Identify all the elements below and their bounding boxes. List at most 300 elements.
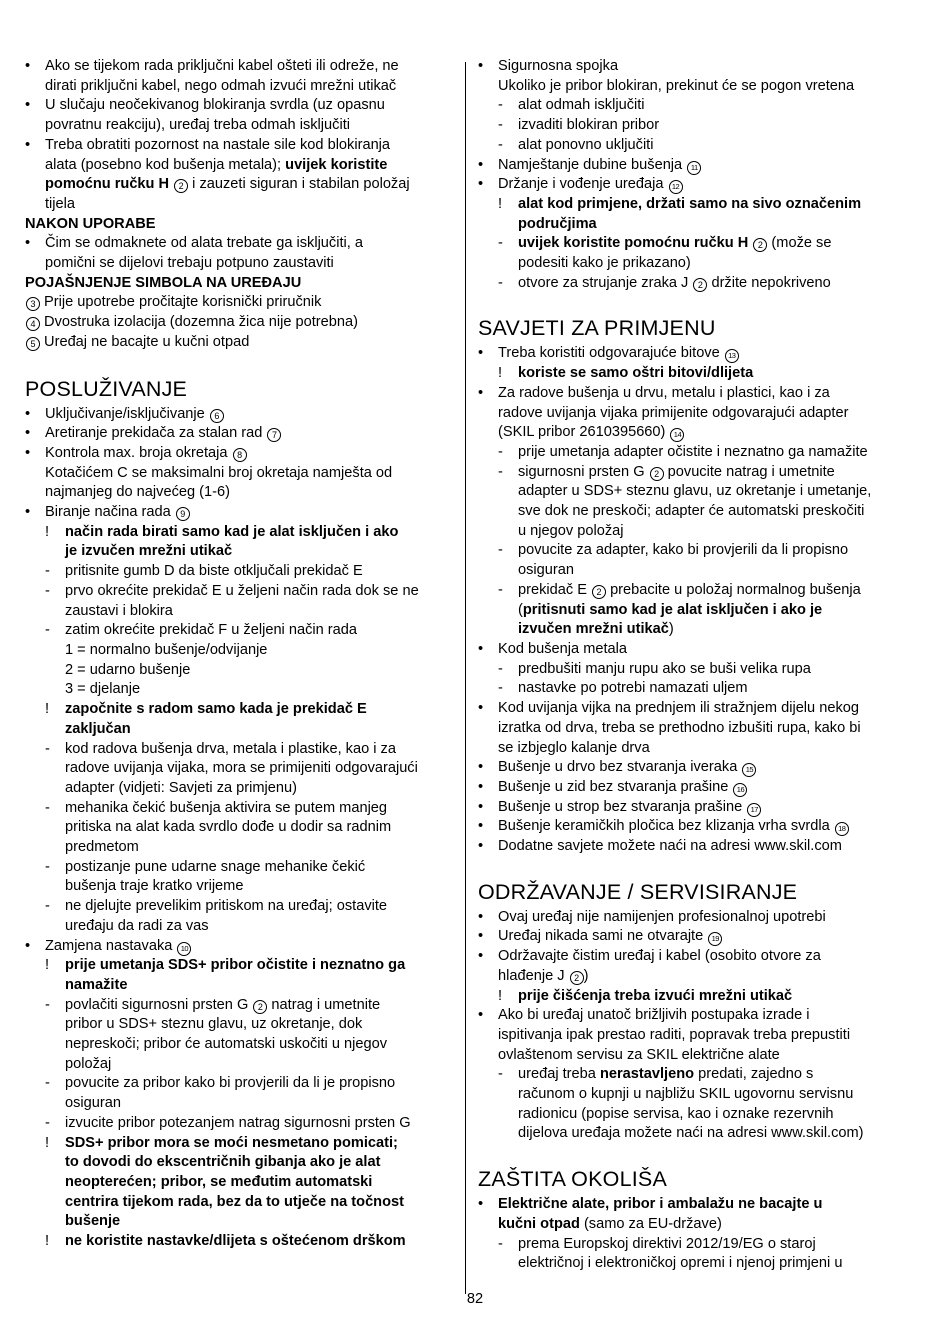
line-text-bold: alat kod primjene, držati samo na sivo označenim (518, 195, 862, 212)
text-line (25, 661, 457, 681)
text-line (25, 799, 457, 819)
line-text-tail: (može se (767, 235, 832, 252)
line-text-bold: je izvučen mrežni utikač (65, 543, 233, 560)
line-text: mehanika čekić bušenja aktivira se putem manjeg (65, 799, 388, 816)
line-text-bold: prije čišćenja treba izvući mrežni utikač (518, 987, 793, 1004)
bullet-marker: • (478, 948, 484, 965)
text-line (478, 463, 908, 483)
text-line (478, 156, 908, 176)
line-text: radionicu (popise servisa, kao i oznake rezervnih (518, 1105, 834, 1122)
figure-ref-number: 12 (669, 180, 683, 194)
figure-ref-number: 15 (742, 763, 756, 777)
text-line (478, 364, 908, 384)
text-line (25, 877, 457, 897)
line-text: Bušenje u zid bez stvaranja prašine (498, 778, 733, 795)
line-text: Za radove bušenja u drvu, metalu i plastici, kao i za (498, 384, 830, 401)
text-line (478, 1065, 908, 1085)
text-line (478, 96, 908, 116)
text-line (25, 195, 457, 215)
bullet-marker: • (478, 700, 484, 717)
bullet-marker: • (25, 504, 31, 521)
line-text: Ovaj uređaj nije namijenjen profesionalnoj upotrebi (498, 908, 826, 925)
warning-marker: ! (498, 195, 503, 212)
dash-marker: - (45, 563, 50, 580)
text-line (478, 581, 908, 601)
text-line (25, 602, 457, 622)
text-line (478, 798, 908, 818)
line-text: računom o kupnji u najbližu SKIL ugovornu servisnu (518, 1086, 854, 1103)
warning-marker: ! (45, 957, 50, 974)
text-line (25, 976, 457, 996)
line-text: podesiti kako je prikazano) (518, 255, 691, 272)
line-text: 2 = udarno bušenje (65, 661, 191, 678)
line-text-bold: pomoćnu ručku H (45, 176, 170, 193)
figure-ref-number: 2 (753, 238, 767, 252)
text-line (478, 522, 908, 542)
text-line (478, 215, 908, 235)
subheading (25, 274, 457, 294)
text-line (478, 1026, 908, 1046)
figure-ref-number: 9 (176, 507, 190, 521)
text-line (25, 156, 457, 176)
text-line (25, 740, 457, 760)
line-text: tijela (45, 195, 76, 212)
line-text: prema Europskoj direktivi 2012/19/EG o staroj (518, 1235, 816, 1252)
line-text: sve dok ne preskoči; adapter će automatski preskočiti (518, 503, 865, 520)
line-text: NAKON UPORABE (25, 215, 156, 232)
line-text: Sigurnosna spojka (498, 58, 619, 74)
line-text-tail: i zauzeti siguran i stabilan položaj (188, 176, 410, 193)
line-text: alat odmah isključiti (518, 97, 645, 114)
line-text: pomični se dijelovi trebaju potpuno zaustaviti (45, 255, 334, 272)
text-line (25, 996, 457, 1016)
dash-marker: - (45, 898, 50, 915)
text-line (478, 116, 908, 136)
line-text: Aretiranje prekidača za stalan rad (45, 425, 267, 442)
line-text-tail: držite nepokriveno (707, 274, 831, 291)
line-text: Kod uvijanja vijka na prednjem ili stražnjem dijelu nekog (498, 700, 859, 717)
text-line (478, 1235, 908, 1255)
bullet-marker: • (25, 235, 31, 252)
text-line (478, 482, 908, 502)
text-line (25, 641, 457, 661)
line-text: Namještanje dubine bušenja (498, 156, 687, 173)
text-line (25, 313, 457, 333)
text-line (25, 562, 457, 582)
text-line (478, 908, 908, 928)
text-line (25, 1193, 457, 1213)
text-line (25, 57, 457, 77)
text-line (25, 175, 457, 195)
line-text-bold: Električne alate, pribor i ambalažu ne bacajte u (498, 1196, 823, 1213)
line-text: ( (518, 601, 523, 618)
line-text-bold: SDS+ pribor mora se moći nesmetano pomicati; (65, 1134, 398, 1151)
line-text: Bušenje u strop bez stvaranja prašine (498, 798, 747, 815)
line-text: prekidač E (518, 581, 592, 598)
line-text: POJAŠNJENJE SIMBOLA NA UREĐAJU (25, 274, 302, 291)
page-number: 82 (466, 1291, 484, 1307)
text-line (25, 424, 457, 444)
text-line (478, 987, 908, 1007)
text-line (25, 444, 457, 464)
bullet-marker: • (25, 136, 31, 153)
line-text: U slučaju neočekivanog blokiranja svrdla (uz opasnu (45, 97, 385, 114)
text-line (25, 483, 457, 503)
line-text: Uređaj ne bacajte u kučni otpad (40, 333, 250, 350)
line-text: postizanje pune udarne snage mehanike čekić (65, 858, 366, 875)
line-text-tail: predati, zajedno s (694, 1066, 814, 1083)
figure-ref-number: 10 (177, 942, 191, 956)
dash-marker: - (498, 443, 503, 460)
warning-marker: ! (45, 701, 50, 718)
dash-marker: - (498, 235, 503, 252)
text-line (25, 818, 457, 838)
text-line (478, 274, 908, 294)
text-line (25, 1232, 457, 1252)
line-text-bold: prije umetanja SDS+ pribor očistite i neznatno ga (65, 957, 406, 974)
dash-marker: - (45, 858, 50, 875)
text-line (25, 897, 457, 917)
text-line (478, 817, 908, 837)
line-text: izratka od drva, treba se prethodno izbušiti rupa, kako bi (498, 719, 861, 736)
text-line (478, 404, 908, 424)
line-text-bold: kučni otpad (498, 1215, 580, 1232)
line-text: alat ponovno uključiti (518, 136, 654, 153)
column-divider (465, 62, 466, 1294)
text-line (25, 1074, 457, 1094)
text-line (478, 947, 908, 967)
line-text: Kontrola max. broja okretaja (45, 444, 232, 461)
text-line (478, 837, 908, 857)
line-text: Bušenje keramičkih pločica bez klizanja vrha svrdla (498, 818, 834, 835)
line-text-tail: (samo za EU-države) (579, 1215, 722, 1232)
bullet-marker: • (478, 838, 484, 855)
figure-ref-number: 13 (725, 349, 739, 363)
section-heading: ODRŽAVANJE / SERVISIRANJE (478, 879, 798, 904)
bullet-marker: • (478, 759, 484, 776)
left-column (25, 57, 457, 1252)
line-text: uređaj treba (518, 1066, 600, 1083)
line-text: (SKIL pribor 2610395660) (498, 424, 670, 441)
text-line (478, 601, 908, 621)
dash-marker: - (498, 660, 503, 677)
line-text: predbušiti manju rupu ako se buši velika rupa (518, 660, 811, 677)
text-line (25, 1134, 457, 1154)
text-line (478, 234, 908, 254)
line-text: Kotačićem C se maksimalni broj okretaja namješta od (45, 464, 393, 481)
bullet-marker: • (25, 405, 31, 422)
text-line (478, 195, 908, 215)
figure-ref-number: 16 (733, 783, 747, 797)
text-line (478, 175, 908, 195)
text-line (25, 234, 457, 254)
dash-marker: - (498, 1235, 503, 1252)
text-line (478, 758, 908, 778)
figure-ref-number: 8 (233, 448, 247, 462)
line-text: Dodatne savjete možete naći na adresi www.skil.com (498, 838, 842, 855)
line-text-tail: povucite natrag i umetnite (663, 463, 835, 480)
text-line (25, 779, 457, 799)
line-text: Uređaj nikada sami ne otvarajte (498, 928, 708, 945)
line-text: dirati priključni kabel, nego odmah izvući mrežni utikač (45, 77, 397, 94)
text-line (25, 838, 457, 858)
line-text: alata (posebno kod bušenja metala); (45, 156, 286, 173)
text-line (478, 660, 908, 680)
dash-marker: - (45, 622, 50, 639)
dash-marker: - (45, 740, 50, 757)
text-line (25, 1153, 457, 1173)
text-line (478, 620, 908, 640)
line-text-bold: nerastavljeno (599, 1066, 695, 1083)
line-text: Ako se tijekom rada priključni kabel ošteti ili odreže, ne (45, 58, 399, 74)
text-line (478, 719, 908, 739)
line-text-bold: zaključan (65, 720, 131, 737)
line-text: povratnu reakciju), uređaj treba odmah isključiti (45, 117, 350, 134)
text-line (478, 57, 908, 77)
line-text: predmetom (65, 839, 139, 856)
line-text-bold: koriste se samo oštri bitovi/dlijeta (518, 365, 754, 382)
line-text: povucite za adapter, kako bi provjerili da li propisno (518, 542, 849, 559)
line-text: Dvostruka izolacija (dozemna žica nije potrebna) (40, 314, 358, 331)
line-text: ispitivanja ipak prestao raditi, popravak treba prepustiti (498, 1026, 851, 1043)
bullet-marker: • (25, 937, 31, 954)
line-text-tail: prebacite u položaj normalnog bušenja (606, 581, 861, 598)
line-text: adapter (vidjeti: Savjeti za primjenu) (65, 779, 297, 796)
text-line (25, 136, 457, 156)
bullet-marker: • (478, 928, 484, 945)
line-text: nastavke po potrebi namazati uljem (518, 680, 748, 697)
line-text-tail: ) (668, 621, 674, 638)
line-text: Uključivanje/isključivanje (45, 405, 209, 422)
figure-ref-number: 17 (747, 803, 761, 817)
line-text: uređaju da radi za vas (65, 917, 209, 934)
text-line (478, 679, 908, 699)
section-heading: POSLUŽIVANJE (25, 376, 188, 401)
text-line (25, 937, 457, 957)
line-text: kod radova bušenja drva, metala i plastike, kao i za (65, 740, 396, 757)
text-line (25, 1055, 457, 1075)
line-text: dijelova uređaja možete naći na adresi www.skil.com) (518, 1125, 864, 1142)
figure-ref-number: 7 (267, 428, 281, 442)
text-line (478, 1006, 908, 1026)
bullet-marker: • (478, 1196, 484, 1213)
text-line (25, 464, 457, 484)
line-text: Ako bi uređaj unatoč brižljivih postupaka izrade i (498, 1007, 810, 1024)
figure-ref-number: 2 (253, 1000, 267, 1014)
figure-ref-number: 6 (210, 409, 224, 423)
bullet-marker: • (478, 640, 484, 657)
line-text: prvo okrećite prekidač E u željeni način rada dok se ne (65, 582, 419, 599)
line-text: Biranje načina rada (45, 504, 175, 521)
text-line (478, 136, 908, 156)
dash-marker: - (498, 97, 503, 114)
line-text-bold: pritisnuti samo kad je alat isključen i ako je (522, 601, 823, 618)
line-text: Zamjena nastavaka (45, 937, 177, 954)
line-text: otvore za strujanje zraka J (518, 274, 693, 291)
warning-marker: ! (498, 365, 503, 382)
text-line (25, 503, 457, 523)
text-line (478, 1254, 908, 1274)
section-heading: SAVJETI ZA PRIMJENU (478, 316, 716, 341)
line-text: izvucite pribor potezanjem natrag sigurnosni prsten G (65, 1114, 411, 1131)
line-text: nepreskoči; pribor će automatski uskočiti u njegov (65, 1036, 388, 1053)
line-text: najmanjeg do najvećeg (1-6) (45, 484, 230, 501)
line-text: električnoj i elektroničkoj opremi i njenoj primjeni u (518, 1255, 843, 1272)
line-text: Kod bušenja metala (498, 640, 627, 657)
line-text: Treba obratiti pozornost na nastale sile kod blokiranja (45, 136, 391, 153)
text-line (478, 1046, 908, 1066)
text-line (478, 699, 908, 719)
line-text: sigurnosni prsten G (518, 463, 649, 480)
line-text-bold: uvijek koristite (285, 156, 388, 173)
dash-marker: - (498, 463, 503, 480)
dash-marker: - (498, 117, 503, 134)
bullet-marker: • (25, 58, 31, 74)
dash-marker: - (45, 582, 50, 599)
text-line (25, 1173, 457, 1193)
text-line (25, 405, 457, 425)
text-line (25, 96, 457, 116)
warning-marker: ! (498, 987, 503, 1004)
text-line (25, 700, 457, 720)
figure-ref-number: 5 (26, 337, 40, 351)
line-text: položaj (65, 1055, 112, 1072)
text-line (478, 1215, 908, 1235)
figure-ref-number: 2 (693, 278, 707, 292)
bullet-marker: • (478, 798, 484, 815)
dash-marker: - (45, 1075, 50, 1092)
line-text: Čim se odmaknete od alata trebate ga isključiti, a (45, 235, 363, 252)
line-text: povlačiti sigurnosni prsten G (65, 996, 253, 1013)
text-line (25, 582, 457, 602)
dash-marker: - (498, 136, 503, 153)
text-line (25, 759, 457, 779)
text-line (25, 720, 457, 740)
figure-ref-number: 19 (708, 932, 722, 946)
text-line (25, 858, 457, 878)
line-text-bold: način rada birati samo kad je alat isključen i ako (65, 523, 399, 540)
line-text-tail: ) (583, 967, 589, 984)
text-line (478, 927, 908, 947)
text-line (478, 423, 908, 443)
line-text-bold: bušenje (65, 1213, 121, 1230)
text-line (478, 1195, 908, 1215)
line-text: pritiska na alat kada svrdlo dođe u dodir sa radnim (65, 819, 392, 836)
line-text: u njegov položaj (518, 522, 624, 539)
text-line (25, 1035, 457, 1055)
warning-marker: ! (45, 523, 50, 540)
text-line (478, 384, 908, 404)
text-line (25, 621, 457, 641)
bullet-marker: • (478, 908, 484, 925)
figure-ref-number: 2 (650, 467, 664, 481)
figure-ref-number: 4 (26, 317, 40, 331)
text-line (478, 778, 908, 798)
line-text: 1 = normalno bušenje/odvijanje (65, 641, 268, 658)
line-text-bold: započnite s radom samo kada je prekidač E (65, 701, 367, 718)
line-text-tail: natrag i umetnite (267, 996, 381, 1013)
bullet-marker: • (25, 425, 31, 442)
text-line (478, 1124, 908, 1144)
text-line (25, 333, 457, 353)
line-text-bold: izvučen mrežni utikač (518, 621, 669, 638)
text-line (478, 1105, 908, 1125)
text-line (478, 1085, 908, 1105)
text-line (478, 561, 908, 581)
dash-marker: - (45, 799, 50, 816)
figure-ref-number: 2 (570, 971, 584, 985)
text-line (25, 293, 457, 313)
bullet-marker: • (478, 345, 484, 362)
text-line (25, 1015, 457, 1035)
text-line (478, 77, 908, 97)
bullet-marker: • (478, 818, 484, 835)
text-line (25, 116, 457, 136)
line-text-bold: to dovodi do ekscentričnih gibanja ako je alat (65, 1154, 381, 1171)
line-text: Održavajte čistim uređaj i kabel (osobito otvore za (498, 948, 821, 965)
text-line (25, 1114, 457, 1134)
text-line (478, 739, 908, 759)
text-line (478, 967, 908, 987)
text-line (25, 254, 457, 274)
warning-marker: ! (45, 1134, 50, 1151)
line-text-bold: centrira tijekom rada, bez da to utječe na točnost (65, 1193, 404, 1210)
line-text-bold: ne koristite nastavke/dlijeta s oštećenom drškom (65, 1233, 406, 1250)
line-text: radove uvijanja vijaka, mora se primijeniti odgovarajući (65, 760, 418, 777)
dash-marker: - (498, 680, 503, 697)
bullet-marker: • (478, 1007, 484, 1024)
text-line (478, 541, 908, 561)
text-line (25, 680, 457, 700)
text-line (478, 254, 908, 274)
bullet-marker: • (25, 97, 31, 114)
line-text: ovlaštenom servisu za SKIL električne alate (498, 1046, 780, 1063)
text-line (25, 542, 457, 562)
line-text: Držanje i vođenje uređaja (498, 176, 668, 193)
line-text-bold: uvijek koristite pomoćnu ručku H (518, 235, 749, 252)
dash-marker: - (498, 274, 503, 291)
bullet-marker: • (478, 778, 484, 795)
line-text: hlađenje J (498, 967, 569, 984)
text-line (25, 1094, 457, 1114)
bullet-marker: • (478, 58, 484, 74)
dash-marker: - (45, 996, 50, 1013)
figure-ref-number: 14 (670, 428, 684, 442)
line-text: Ukoliko je pribor blokiran, prekinut će se pogon vretena (498, 77, 855, 94)
warning-marker: ! (45, 1233, 50, 1250)
line-text: zaustavi i blokira (65, 602, 173, 619)
text-line (25, 523, 457, 543)
line-text: adapter u SDS+ steznu glavu, uz okretanje i umetanje, (518, 483, 872, 500)
line-text: osiguran (65, 1095, 121, 1112)
figure-ref-number: 3 (26, 297, 40, 311)
text-line (25, 77, 457, 97)
dash-marker: - (498, 1066, 503, 1083)
line-text-bold: namažite (65, 976, 128, 993)
line-text: izvaditi blokiran pribor (518, 117, 660, 134)
subheading (25, 215, 457, 235)
line-text: osiguran (518, 562, 574, 579)
line-text: pritisnite gumb D da biste otključali prekidač E (65, 563, 363, 580)
bullet-marker: • (25, 444, 31, 461)
dash-marker: - (45, 1114, 50, 1131)
dash-marker: - (498, 581, 503, 598)
text-line (25, 1212, 457, 1232)
line-text: prije umetanja adapter očistite i neznatno ga namažite (518, 443, 868, 460)
line-text: Bušenje u drvo bez stvaranja iveraka (498, 759, 742, 776)
text-line (25, 917, 457, 937)
line-text: ne djelujte prevelikim pritiskom na uređaj; ostavite (65, 898, 388, 915)
